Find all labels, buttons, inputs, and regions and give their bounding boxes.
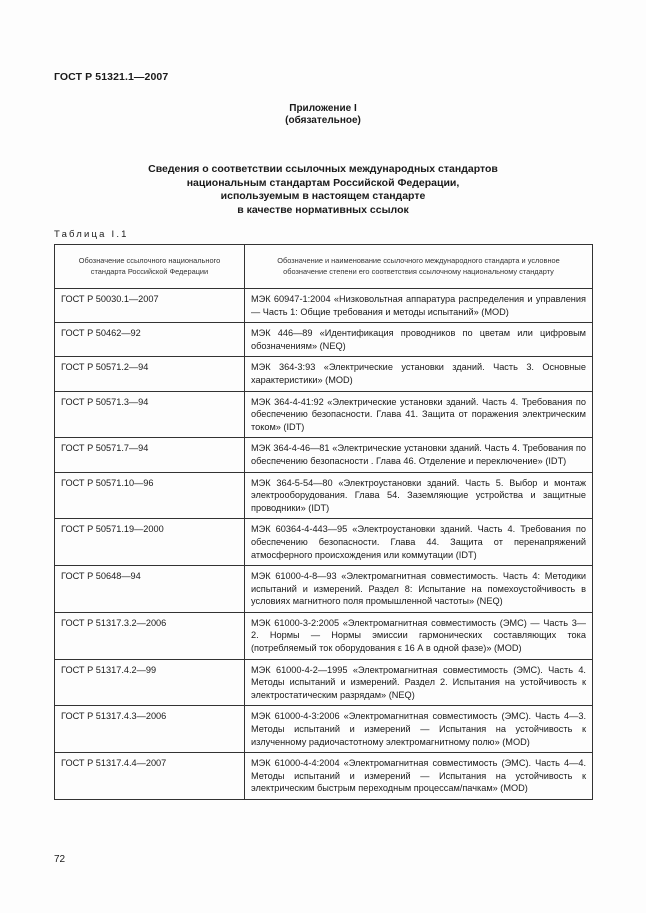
table-header-row [55,245,593,289]
header-international-standard: Обозначение и наименование ссылочного международного стандарта и условное обозначение степени его соответствия ссылочному национальному стандарту [245,245,593,289]
table-row [55,438,593,472]
international-standard-cell: МЭК 60364-4-443—95 «Электроустановки зданий. Часть 4. Требования по обеспечению безопасности. Глава 44. Защита от перенапряжений атмосферного происхождения или коммутации (IDT) [245,519,593,566]
table-row [55,391,593,438]
national-standard-cell: ГОСТ Р 50648—94 [55,566,245,613]
international-standard-cell: МЭК 61000-4-3:2006 «Электромагнитная совместимость (ЭМС). Часть 4—3. Методы испытаний и измерений — Испытания на устойчивость к излученному радиочастотному электромагнитному полю» (MOD) [245,706,593,753]
national-standard-cell: ГОСТ Р 51317.4.3—2006 [55,706,245,753]
table-row [55,706,593,753]
international-standard-cell: МЭК 60947-1:2004 «Низковольтная аппаратура распределения и управления — Часть 1: Общие требования и методы испытаний» (MOD) [245,289,593,323]
national-standard-cell: ГОСТ Р 50571.19—2000 [55,519,245,566]
international-standard-cell: МЭК 446—89 «Идентификация проводников по цветам или цифровым обозначениям» (NEQ) [245,323,593,357]
heading-line: используемым в настоящем стандарте [220,190,426,202]
document-code: ГОСТ Р 51321.1—2007 [54,71,169,83]
standards-table [54,244,593,800]
table-row [55,323,593,357]
national-standard-cell: ГОСТ Р 50571.2—94 [55,357,245,391]
table-row [55,753,593,800]
international-standard-cell: МЭК 61000-4-2—1995 «Электромагнитная совместимость (ЭМС). Часть 4. Методы испытаний и измерений. Раздел 2. Испытания на устойчивость к электростатическим разрядам» (NEQ) [245,659,593,706]
table-label: Таблица I.1 [54,229,129,240]
national-standard-cell: ГОСТ Р 51317.4.4—2007 [55,753,245,800]
table-body [55,289,593,800]
national-standard-cell: ГОСТ Р 50571.7—94 [55,438,245,472]
international-standard-cell: МЭК 364-4-41:92 «Электрические установки зданий. Часть 4. Требования по обеспечению безопасности. Глава 41. Защита от поражения электрическим током» (IDT) [245,391,593,438]
table-row [55,612,593,659]
national-standard-cell: ГОСТ Р 51317.4.2—99 [55,659,245,706]
national-standard-cell: ГОСТ Р 50571.3—94 [55,391,245,438]
header-national-standard: Обозначение ссылочного национального стандарта Российской Федерации [55,245,245,289]
international-standard-cell: МЭК 364-3:93 «Электрические установки зданий. Часть 3. Основные характеристики» (MOD) [245,357,593,391]
table-row [55,357,593,391]
table-row [55,289,593,323]
heading-line: национальным стандартам Российской Федерации, [186,176,460,189]
annex-type: (обязательное) [285,115,361,126]
annex-title: Приложение I [289,103,357,114]
heading-line: в качестве нормативных ссылок [237,203,409,216]
national-standard-cell: ГОСТ Р 50030.1—2007 [55,289,245,323]
heading-line: Сведения о соответствии ссылочных международных стандартов [148,163,498,175]
international-standard-cell: МЭК 364-4-46—81 «Электрические установки зданий. Часть 4. Требования по обеспечению безопасности . Глава 46. Отделение и переключение» (IDT) [245,438,593,472]
national-standard-cell: ГОСТ Р 50462—92 [55,323,245,357]
table-row [55,519,593,566]
international-standard-cell: МЭК 61000-3-2:2005 «Электромагнитная совместимость (ЭМС) — Часть 3—2. Нормы — Нормы эмиссии гармонических составляющих тока (потребляемый ток оборудования ε 16 А в одной фазе)» (MOD) [245,612,593,659]
international-standard-cell: МЭК 61000-4-4:2004 «Электромагнитная совместимость (ЭМС). Часть 4—4. Методы испытаний и измерений — Испытания на устойчивость к электрическим быстрым переходным процессам/пачкам» (MOD) [245,753,593,800]
table-row [55,472,593,519]
page-number: 72 [54,854,66,865]
national-standard-cell: ГОСТ Р 50571.10—96 [55,472,245,519]
section-heading [0,163,646,217]
table-row [55,659,593,706]
national-standard-cell: ГОСТ Р 51317.3.2—2006 [55,612,245,659]
international-standard-cell: МЭК 61000-4-8—93 «Электромагнитная совместимость. Часть 4: Методики испытаний и измерений. Раздел 8: Испытание на помехоустойчивость в условиях магнитного поля промышленной частоты» (NEQ) [245,566,593,613]
table-row [55,566,593,613]
international-standard-cell: МЭК 364-5-54—80 «Электроустановки зданий. Часть 5. Выбор и монтаж электрооборудования. Глава 54. Заземляющие устройства и защитные проводники» (IDT) [245,472,593,519]
